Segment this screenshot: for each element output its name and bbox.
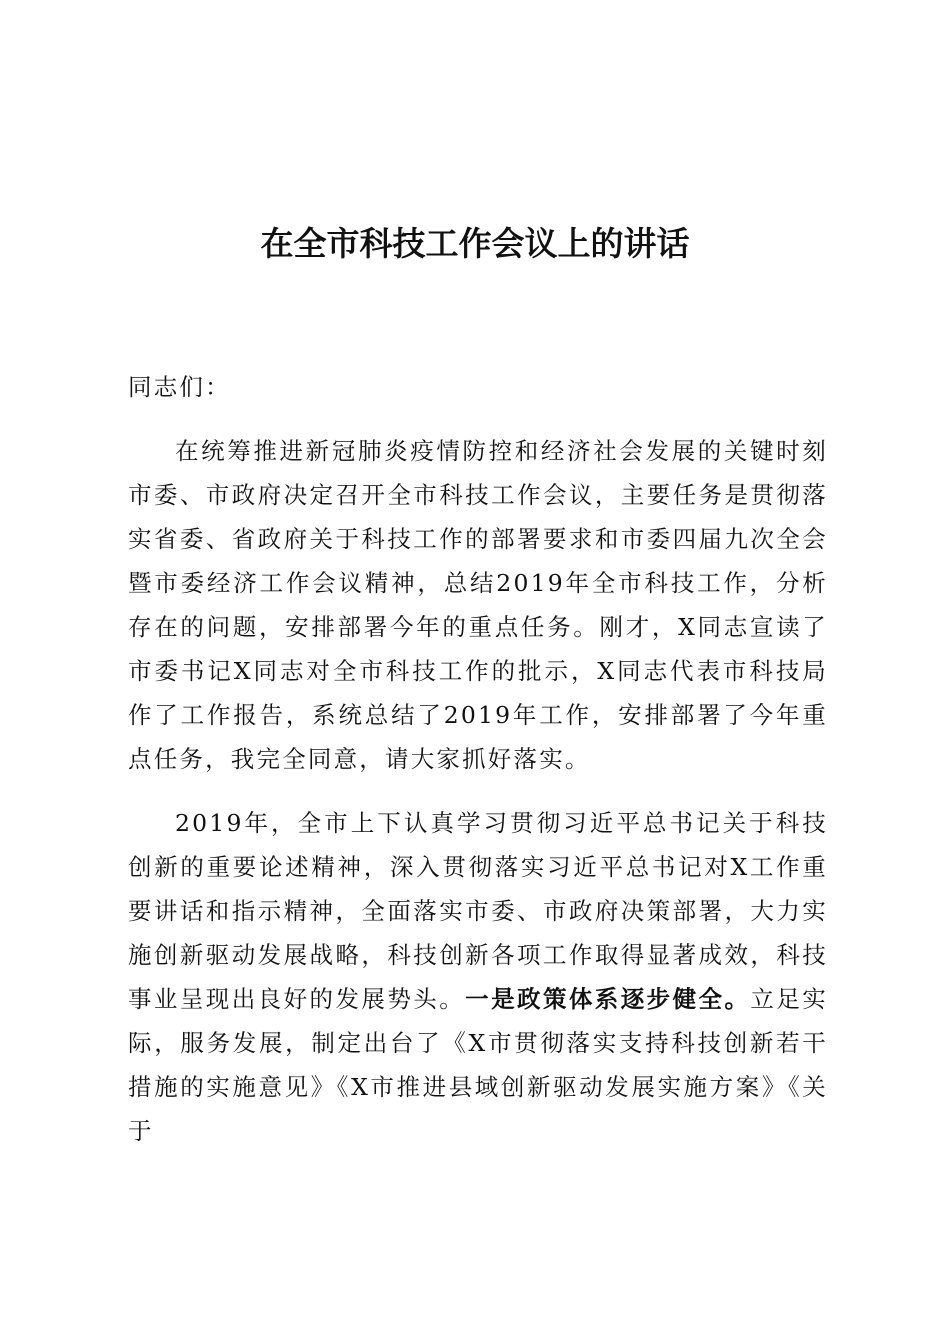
salutation: 同志们： xyxy=(128,373,231,401)
paragraph-2 xyxy=(128,801,828,1153)
document-title: 在全市科技工作会议上的讲话 xyxy=(260,224,690,263)
document-body xyxy=(128,365,828,1153)
paragraph-2-text-end: 立足实际，服务发展，制定出台了《X市贯彻落实支持科技创新若干措施的实施意见》《X市推进县域创新驱动发展实施方案》《关于 xyxy=(128,985,828,1145)
paragraph-2-emphasis: 一是政策体系逐步健全。 xyxy=(465,985,751,1013)
paragraph-1: 在统筹推进新冠肺炎疫情防控和经济社会发展的关键时刻市委、市政府决定召开全市科技工作会议，主要任务是贯彻落实省委、省政府关于科技工作的部署要求和市委四届九次全会暨市委经济工作会议精神，总结2019年全市科技工作，分析存在的问题，安排部署今年的重点任务。刚才，X同志宣读了市委书记X同志对全市科技工作的批示，X同志代表市科技局作了工作报告，系统总结了2019年工作，安排部署了今年重点任务，我完全同意，请大家抓好落实。 xyxy=(128,437,828,773)
paragraph-2-text-start: 2019年，全市上下认真学习贯彻习近平总书记关于科技创新的重要论述精神，深入贯彻落实习近平总书记对X工作重要讲话和指示精神，全面落实市委、市政府决策部署，大力实施创新驱动发展战略，科技创新各项工作取得显著成效，科技事业呈现出良好的发展势头。 xyxy=(128,809,828,1013)
